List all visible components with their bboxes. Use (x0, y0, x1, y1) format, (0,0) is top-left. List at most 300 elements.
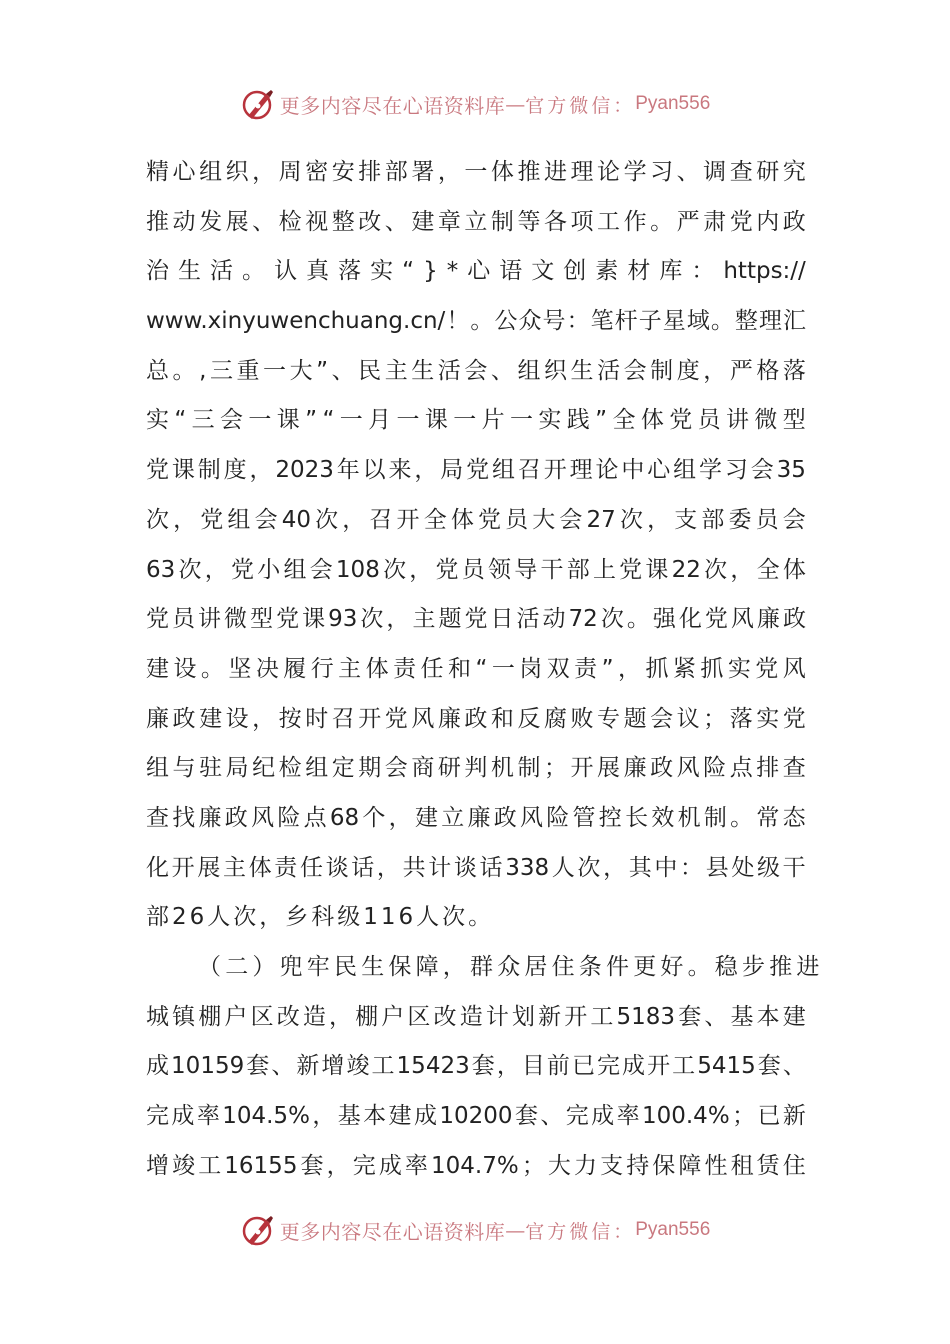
text-segment: ” (305, 407, 318, 434)
text-line (146, 247, 806, 297)
text-line (146, 844, 806, 894)
text-segment: 一 (453, 407, 477, 434)
text-segment: 政 (493, 804, 517, 831)
text-segment: 党 (276, 606, 300, 633)
text-segment: ： (566, 308, 590, 335)
text-segment: 全 (612, 407, 636, 434)
text-segment: 论 (595, 457, 619, 484)
text-segment: 发 (199, 208, 223, 235)
footer-banner (0, 1210, 950, 1250)
text-segment: 主 (412, 606, 436, 633)
text-segment: 题 (438, 606, 462, 633)
text-segment: 领 (488, 556, 511, 583)
text-segment: 户 (224, 1003, 248, 1030)
text-segment: 保 (652, 1152, 676, 1179)
text-segment: 造 (302, 1003, 326, 1030)
text-segment: ， (252, 159, 276, 185)
text-segment: 。 (242, 258, 266, 285)
text-segment: 完 (565, 1103, 589, 1130)
text-segment: 责 (393, 655, 417, 682)
text-segment: 活 (597, 357, 621, 384)
text-segment: 研 (437, 755, 461, 782)
text-segment: 生 (178, 258, 202, 285)
text-segment: “ (402, 258, 415, 285)
text-segment: 课 (276, 407, 300, 434)
text-segment: 组 (517, 357, 541, 384)
text-segment: 全 (423, 506, 447, 533)
text-segment: 生 (570, 357, 594, 384)
text-segment: 责 (574, 655, 598, 682)
text-segment: 党 (619, 556, 643, 583)
text-segment: 主 (338, 655, 362, 682)
text-segment: 排 (756, 755, 780, 782)
text-segment: 态 (782, 804, 806, 831)
text-segment: 查 (782, 755, 806, 782)
text-segment: 、 (384, 208, 408, 235)
text-segment: 设 (173, 655, 197, 682)
text-segment: 。 (650, 208, 674, 235)
text-segment: ， (618, 655, 641, 682)
text-line (146, 297, 806, 347)
text-segment: ， (409, 556, 433, 583)
text-segment: 查 (729, 159, 753, 185)
banner-contact-id: Pyan556 (635, 1219, 711, 1240)
text-segment: 一 (510, 407, 534, 434)
text-segment: 判 (464, 755, 488, 782)
text-segment: 效 (651, 804, 675, 831)
text-segment: 建 (414, 804, 438, 831)
text-segment: 新 (296, 1053, 320, 1080)
text-segment: 员 (505, 506, 529, 533)
text-segment: 政 (782, 208, 806, 235)
text-segment: 真 (306, 258, 330, 285)
text-segment: 立 (441, 804, 465, 831)
text-segment: 建 (199, 705, 223, 732)
banner-site-text: 更多内容尽在心语资料库 (279, 1219, 506, 1244)
text-segment: 型 (250, 606, 274, 633)
text-segment: 月 (368, 407, 392, 434)
text-segment: 腐 (543, 705, 567, 732)
text-line (146, 198, 806, 248)
text-segment: 机 (677, 804, 701, 831)
text-segment: 组 (146, 755, 169, 782)
text-segment: 前 (546, 1053, 570, 1080)
text-segment: 检 (278, 208, 302, 235)
text-segment: 。 (200, 655, 224, 682)
text-segment: 区 (250, 1003, 274, 1030)
text-segment: 政 (782, 606, 806, 633)
text-segment: 党 (435, 556, 459, 583)
text-segment: 民 (358, 357, 382, 384)
text-segment: ， (388, 804, 412, 831)
text-segment: 划 (511, 1003, 535, 1030)
text-segment: 推 (517, 159, 541, 185)
text-segment: 以 (362, 457, 386, 484)
text-segment: 新 (538, 1003, 562, 1030)
text-segment: 败 (570, 705, 594, 732)
text-segment: 点 (729, 755, 753, 782)
text-segment: 27 (586, 506, 616, 533)
text-segment: 增 (321, 1053, 345, 1080)
text-segment: 风 (520, 804, 543, 831)
text-segment: 制 (490, 208, 514, 235)
text-segment: 开 (543, 457, 567, 484)
text-segment: 成 (378, 1152, 402, 1179)
text-segment: 员 (697, 407, 721, 434)
text-segment: 会 (623, 357, 647, 384)
text-segment: 密 (305, 159, 329, 185)
text-segment: 化 (678, 606, 702, 633)
text-segment: 会 (464, 357, 488, 384)
text-segment: 会 (750, 457, 774, 484)
text-segment: 纪 (252, 755, 276, 782)
text-segment: 支 (600, 1152, 624, 1179)
document-body (146, 148, 824, 1191)
text-segment: 设 (225, 705, 249, 732)
text-segment: ” (601, 655, 614, 682)
text-segment: 大 (289, 357, 313, 384)
banner-separator: — (505, 92, 526, 116)
text-segment: 控 (598, 804, 622, 831)
text-segment: 展 (225, 208, 249, 235)
text-segment: 干 (782, 854, 806, 881)
text-segment: 风 (782, 655, 806, 682)
text-segment: 改 (358, 208, 382, 235)
text-segment: 工 (371, 1053, 395, 1080)
text-segment: 制 (517, 755, 541, 782)
text-segment: “ (174, 407, 187, 434)
text-segment: 论 (597, 159, 621, 185)
text-segment: 已 (757, 1103, 781, 1130)
text-line (146, 148, 806, 198)
text-segment: 。 (710, 308, 734, 335)
text-segment: 局 (225, 755, 249, 782)
text-segment: 公 (494, 308, 518, 335)
text-segment: 基 (337, 1103, 361, 1130)
text-segment: 驻 (199, 755, 223, 782)
text-segment: 套 (678, 1003, 702, 1030)
text-segment: 制 (650, 357, 674, 384)
text-segment: 开 (647, 1053, 671, 1080)
text-segment: 常 (756, 804, 780, 831)
text-segment: 廉 (437, 705, 461, 732)
text-segment: 党 (477, 506, 501, 533)
text-segment: 任 (299, 854, 323, 881)
text-segment: 开 (396, 506, 420, 533)
text-segment: 点 (303, 804, 327, 831)
text-segment: 组 (199, 159, 223, 185)
text-segment: 委 (728, 506, 752, 533)
text-segment: 党 (464, 606, 488, 633)
text-segment: 讲 (198, 606, 222, 633)
text-segment: 理 (758, 308, 782, 335)
text-segment: 商 (411, 755, 435, 782)
text-segment: ， (414, 457, 438, 484)
text-segment: 建 (782, 1003, 806, 1030)
text-segment: 计 (428, 854, 452, 881)
text-segment: 次 (315, 506, 339, 533)
text-segment: 个 (362, 804, 386, 831)
text-segment: 22 (671, 556, 701, 583)
text-segment: 主 (222, 854, 246, 881)
text-segment: 紧 (672, 655, 696, 682)
text-segment: 次 (619, 506, 643, 533)
text-segment: 岗 (519, 655, 543, 682)
text-segment: 干 (540, 556, 564, 583)
text-segment: 习 (724, 457, 748, 484)
text-segment: 工 (198, 1152, 222, 1179)
text-segment: 风 (676, 755, 700, 782)
text-segment: 进 (543, 159, 567, 185)
text-segment: 调 (703, 159, 727, 185)
text-segment: 造 (459, 1003, 483, 1030)
text-segment: 双 (546, 655, 570, 682)
text-segment: 库 (659, 258, 683, 285)
text-segment: 汇 (783, 308, 806, 335)
text-segment: 落 (729, 705, 753, 732)
header-banner (0, 84, 950, 124)
text-segment: 严 (729, 357, 753, 384)
text-segment: 政 (464, 705, 488, 732)
text-segment: 组 (492, 457, 516, 484)
text-segment: 、 (490, 357, 514, 384)
text-segment: } (423, 258, 438, 285)
text-segment: 338 (505, 854, 550, 881)
text-segment: 查 (146, 804, 169, 831)
text-segment: 增 (146, 1152, 169, 1179)
text-segment: 基 (730, 1003, 754, 1030)
text-segment: 落 (338, 258, 362, 285)
text-segment: 本 (363, 1103, 387, 1130)
text-segment: 导 (514, 556, 538, 583)
text-segment: 。 (626, 606, 650, 633)
text-segment: 题 (623, 705, 647, 732)
text-segment: ， (647, 506, 671, 533)
text-segment: 已 (571, 1053, 595, 1080)
text-segment: 召 (331, 705, 355, 732)
text-segment: 周 (278, 159, 302, 185)
text-segment: 实 (146, 407, 169, 434)
text-segment: 、 (676, 159, 700, 185)
text-segment: ， (730, 556, 754, 583)
text-segment: 管 (572, 804, 596, 831)
text-segment: 谈 (325, 854, 349, 881)
text-segment: 工 (597, 208, 621, 235)
text-segment: 心 (467, 258, 491, 285)
text-segment: 工 (590, 1003, 614, 1030)
text-segment: 部 (701, 506, 725, 533)
text-segment: 织 (225, 159, 249, 185)
text-segment: 行 (310, 655, 334, 682)
text-segment: 套 (514, 1103, 538, 1130)
text-segment: 署 (411, 159, 435, 185)
text-segment: 党 (200, 506, 224, 533)
text-segment: 租 (730, 1152, 754, 1179)
pen-logo-icon (240, 1212, 276, 1248)
text-segment: 工 (672, 1053, 696, 1080)
text-segment: 会 (650, 705, 674, 732)
text-segment: 会 (254, 506, 278, 533)
text-segment: 体 (490, 159, 514, 185)
text-segment: 党 (466, 457, 490, 484)
text-segment: 率 (196, 1103, 220, 1130)
text-segment: 活 (437, 357, 461, 384)
text-segment: 次 (704, 556, 728, 583)
text-segment: 党 (704, 606, 728, 633)
text-segment: 杆 (614, 308, 638, 335)
text-segment: 员 (172, 606, 196, 633)
text-segment: 理 (570, 159, 594, 185)
text-segment: 组 (305, 755, 329, 782)
text-segment: 竣 (346, 1053, 370, 1080)
text-segment: 户 (381, 1003, 405, 1030)
text-segment: 次 (600, 606, 624, 633)
text-line (146, 1042, 806, 1092)
text-segment: 35 (776, 457, 806, 484)
text-segment: 会 (309, 556, 333, 583)
text-segment: 政 (224, 804, 248, 831)
text-segment: 率 (616, 1103, 640, 1130)
text-segment: 一 (339, 407, 363, 434)
text-segment: ， (204, 556, 228, 583)
text-segment: 16155 (224, 1152, 298, 1179)
text-segment: 完 (146, 1103, 169, 1130)
text-segment: ， (312, 1103, 336, 1130)
text-segment: 立 (464, 208, 488, 235)
text-line (146, 446, 806, 496)
text-segment: 总 (146, 357, 169, 384)
text-segment: 108 (335, 556, 380, 583)
text-segment: 套 (757, 1053, 781, 1080)
text-segment: 片 (481, 407, 505, 434)
text-segment: 县 (705, 854, 729, 881)
paragraph-1 (146, 148, 806, 943)
text-segment: 成 (591, 1103, 615, 1130)
text-segment: 度 (223, 457, 247, 484)
text-segment: 力 (574, 1152, 597, 1179)
text-segment: 话 (351, 854, 375, 881)
text-line (146, 794, 806, 844)
text-segment: 研 (756, 159, 780, 185)
text-segment: 、 (704, 1003, 728, 1030)
text-segment: www.xinyuwenchuang.cn/ (146, 308, 446, 335)
text-segment: 镇 (172, 1003, 196, 1030)
text-segment: 各 (543, 208, 567, 235)
text-segment: ” (316, 357, 329, 384)
text-segment: 党 (755, 655, 779, 682)
text-segment: 100.4% (641, 1103, 730, 1130)
text-segment: 处 (731, 854, 755, 881)
text-line (146, 347, 806, 397)
text-segment: 检 (278, 755, 302, 782)
text-segment: 部 (384, 159, 408, 185)
text-segment: 一 (464, 159, 488, 185)
text-segment: 险 (277, 804, 301, 831)
text-line (146, 744, 806, 794)
text-segment: 次 (178, 556, 202, 583)
text-segment: 计 (485, 1003, 509, 1030)
text-segment: 任 (420, 655, 444, 682)
text-segment: ， (326, 1152, 350, 1179)
text-segment: 中 (621, 457, 645, 484)
text-segment: 小 (257, 556, 281, 583)
text-segment: 持 (626, 1152, 650, 1179)
pen-logo-icon (240, 86, 276, 122)
text-segment: 展 (197, 854, 221, 881)
text-segment: 组 (283, 556, 307, 583)
text-segment: , (199, 357, 207, 384)
text-segment: 风 (411, 705, 435, 732)
text-segment: 召 (369, 506, 393, 533)
text-segment: 廉 (198, 804, 222, 831)
text-segment: 93 (328, 606, 358, 633)
text-segment: 格 (756, 357, 780, 384)
text-segment: 72 (568, 606, 598, 633)
text-segment: 整 (734, 308, 758, 335)
text-segment: 语 (499, 258, 523, 285)
text-segment: 政 (172, 705, 196, 732)
text-segment: 党 (729, 208, 753, 235)
text-segment: 风 (730, 606, 754, 633)
text-segment: 成 (146, 1053, 169, 1080)
text-segment: 住 (782, 1152, 806, 1179)
text-segment: 讲 (725, 407, 749, 434)
text-segment: 廉 (467, 804, 491, 831)
text-segment: 子 (638, 308, 662, 335)
text-segment: 实 (727, 655, 751, 682)
text-segment: 党 (782, 705, 806, 732)
text-segment: 学 (623, 159, 647, 185)
text-segment: 实 (370, 258, 394, 285)
text-segment: 新 (782, 1103, 806, 1130)
text-segment: 区 (407, 1003, 431, 1030)
text-segment: 议 (676, 705, 700, 732)
text-segment: ” (595, 407, 608, 434)
text-segment: 本 (756, 1003, 780, 1030)
text-segment: 人 (551, 854, 575, 881)
text-segment: 。 (730, 804, 754, 831)
text-segment: ， (496, 1053, 520, 1080)
text-segment: 履 (283, 655, 307, 682)
text-segment: ； (703, 705, 727, 732)
text-segment: 星 (662, 308, 686, 335)
text-segment: 话 (479, 854, 503, 881)
text-segment: 2023 (275, 457, 334, 484)
text-segment: 次 (383, 556, 407, 583)
text-segment: 一 (263, 357, 287, 384)
text-segment: 号 (542, 308, 566, 335)
text-segment: 项 (570, 208, 594, 235)
text-segment: 找 (172, 804, 196, 831)
text-segment: 、 (252, 208, 276, 235)
text-segment: 定 (331, 755, 355, 782)
text-segment: 险 (546, 804, 570, 831)
banner-contact-id: Pyan556 (635, 93, 711, 114)
text-segment: ， (437, 159, 461, 185)
text-segment: 长 (625, 804, 649, 831)
text-segment: 党 (230, 556, 254, 583)
text-segment: 落 (782, 357, 806, 384)
text-segment: 开 (358, 705, 382, 732)
text-segment: 套 (300, 1152, 324, 1179)
text-segment: 内 (756, 208, 780, 235)
text-segment: 险 (703, 755, 727, 782)
text-segment: 成 (171, 1103, 195, 1130)
text-segment: ， (249, 457, 273, 484)
text-segment: 会 (220, 407, 244, 434)
text-segment: 素 (595, 258, 619, 285)
text-segment: https:// (723, 258, 806, 285)
